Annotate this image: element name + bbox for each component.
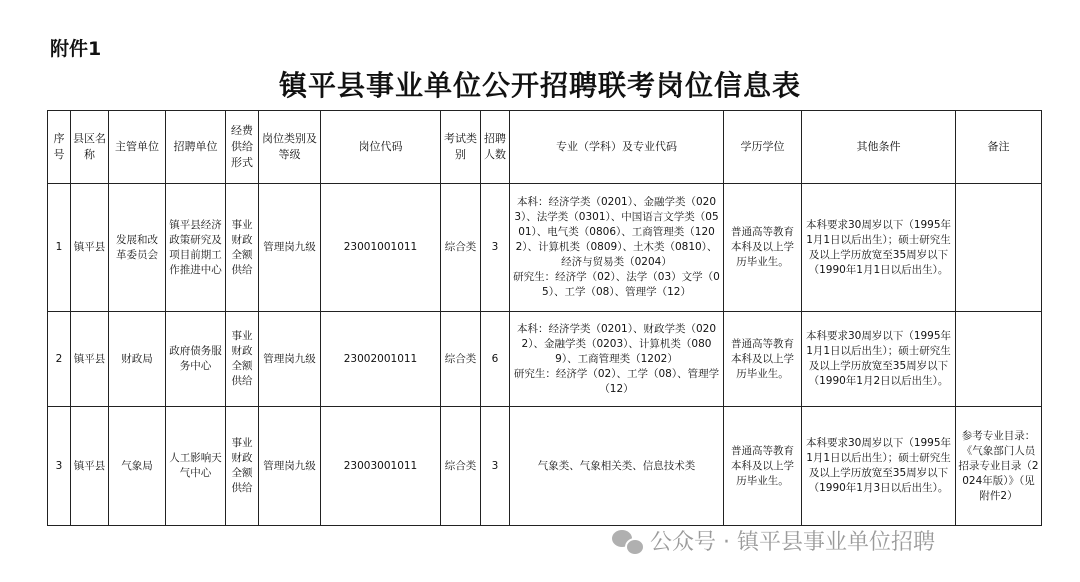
table-row bbox=[48, 312, 1042, 407]
cell-major: 本科：经济学类（0201）、金融学类（0203）、法学类（0301）、中国语言文学类（0501）、电气类（0806）、工商管理类（1202）、计算机类（0809）、土木类（0810）、经济与贸易类（0204） 研究生：经济学（02）、法学（03）文学（05）、工学（08）、管理学（12） bbox=[510, 184, 724, 312]
header-funding: 经费供给形式 bbox=[226, 111, 259, 184]
cell-post-code: 23001001011 bbox=[321, 184, 441, 312]
watermark bbox=[612, 525, 935, 556]
cell-other: 本科要求30周岁以下（1995年1月1日以后出生）；硕士研究生及以上学历放宽至35周岁以下（1990年1月2日以后出生）。 bbox=[802, 312, 956, 407]
cell-county: 镇平县 bbox=[71, 407, 109, 526]
cell-unit: 政府债务服务中心 bbox=[166, 312, 226, 407]
cell-no: 3 bbox=[48, 407, 71, 526]
header-note: 备注 bbox=[956, 111, 1042, 184]
header-no: 序号 bbox=[48, 111, 71, 184]
cell-no: 2 bbox=[48, 312, 71, 407]
cell-authority: 气象局 bbox=[109, 407, 166, 526]
cell-education: 普通高等教育本科及以上学历毕业生。 bbox=[724, 312, 802, 407]
table-row bbox=[48, 407, 1042, 526]
header-post-level: 岗位类别及等级 bbox=[259, 111, 321, 184]
cell-count: 6 bbox=[481, 312, 510, 407]
cell-post-level: 管理岗九级 bbox=[259, 184, 321, 312]
cell-funding: 事业财政全额供给 bbox=[226, 312, 259, 407]
cell-other: 本科要求30周岁以下（1995年1月1日以后出生）；硕士研究生及以上学历放宽至35周岁以下（1990年1月3日以后出生）。 bbox=[802, 407, 956, 526]
cell-education: 普通高等教育本科及以上学历毕业生。 bbox=[724, 407, 802, 526]
cell-note: 参考专业目录：《气象部门人员招录专业目录（2024年版）》（见附件2） bbox=[956, 407, 1042, 526]
cell-authority: 发展和改革委员会 bbox=[109, 184, 166, 312]
header-post-code: 岗位代码 bbox=[321, 111, 441, 184]
header-authority: 主管单位 bbox=[109, 111, 166, 184]
attachment-label: 附件1 bbox=[50, 38, 102, 60]
table-row bbox=[48, 184, 1042, 312]
cell-post-level: 管理岗九级 bbox=[259, 407, 321, 526]
page-title: 镇平县事业单位公开招聘联考岗位信息表 bbox=[278, 69, 801, 102]
table-header-row bbox=[48, 111, 1042, 184]
cell-post-level: 管理岗九级 bbox=[259, 312, 321, 407]
cell-post-code: 23002001011 bbox=[321, 312, 441, 407]
cell-education: 普通高等教育本科及以上学历毕业生。 bbox=[724, 184, 802, 312]
cell-unit: 人工影响天气中心 bbox=[166, 407, 226, 526]
header-count: 招聘人数 bbox=[481, 111, 510, 184]
cell-post-code: 23003001011 bbox=[321, 407, 441, 526]
cell-no: 1 bbox=[48, 184, 71, 312]
wechat-icon bbox=[612, 528, 642, 554]
cell-other: 本科要求30周岁以下（1995年1月1日以后出生）；硕士研究生及以上学历放宽至35周岁以下（1990年1月1日以后出生）。 bbox=[802, 184, 956, 312]
cell-major: 气象类、气象相关类、信息技术类 bbox=[510, 407, 724, 526]
cell-exam-type: 综合类 bbox=[441, 184, 481, 312]
cell-count: 3 bbox=[481, 407, 510, 526]
cell-funding: 事业财政全额供给 bbox=[226, 407, 259, 526]
cell-count: 3 bbox=[481, 184, 510, 312]
cell-note bbox=[956, 312, 1042, 407]
header-other: 其他条件 bbox=[802, 111, 956, 184]
cell-exam-type: 综合类 bbox=[441, 407, 481, 526]
header-exam-type: 考试类别 bbox=[441, 111, 481, 184]
position-table bbox=[47, 110, 1042, 526]
cell-unit: 镇平县经济政策研究及项目前期工作推进中心 bbox=[166, 184, 226, 312]
cell-note bbox=[956, 184, 1042, 312]
cell-major: 本科：经济学类（0201）、财政学类（0202）、金融学类（0203）、计算机类（0809）、工商管理类（1202） 研究生：经济学（02）、工学（08）、管理学（12） bbox=[510, 312, 724, 407]
header-major: 专业（学科）及专业代码 bbox=[510, 111, 724, 184]
cell-funding: 事业财政全额供给 bbox=[226, 184, 259, 312]
cell-county: 镇平县 bbox=[71, 184, 109, 312]
watermark-text: 公众号 · 镇平县事业单位招聘 bbox=[650, 530, 935, 555]
header-unit: 招聘单位 bbox=[166, 111, 226, 184]
cell-authority: 财政局 bbox=[109, 312, 166, 407]
header-county: 县区名称 bbox=[71, 111, 109, 184]
cell-exam-type: 综合类 bbox=[441, 312, 481, 407]
cell-county: 镇平县 bbox=[71, 312, 109, 407]
header-education: 学历学位 bbox=[724, 111, 802, 184]
